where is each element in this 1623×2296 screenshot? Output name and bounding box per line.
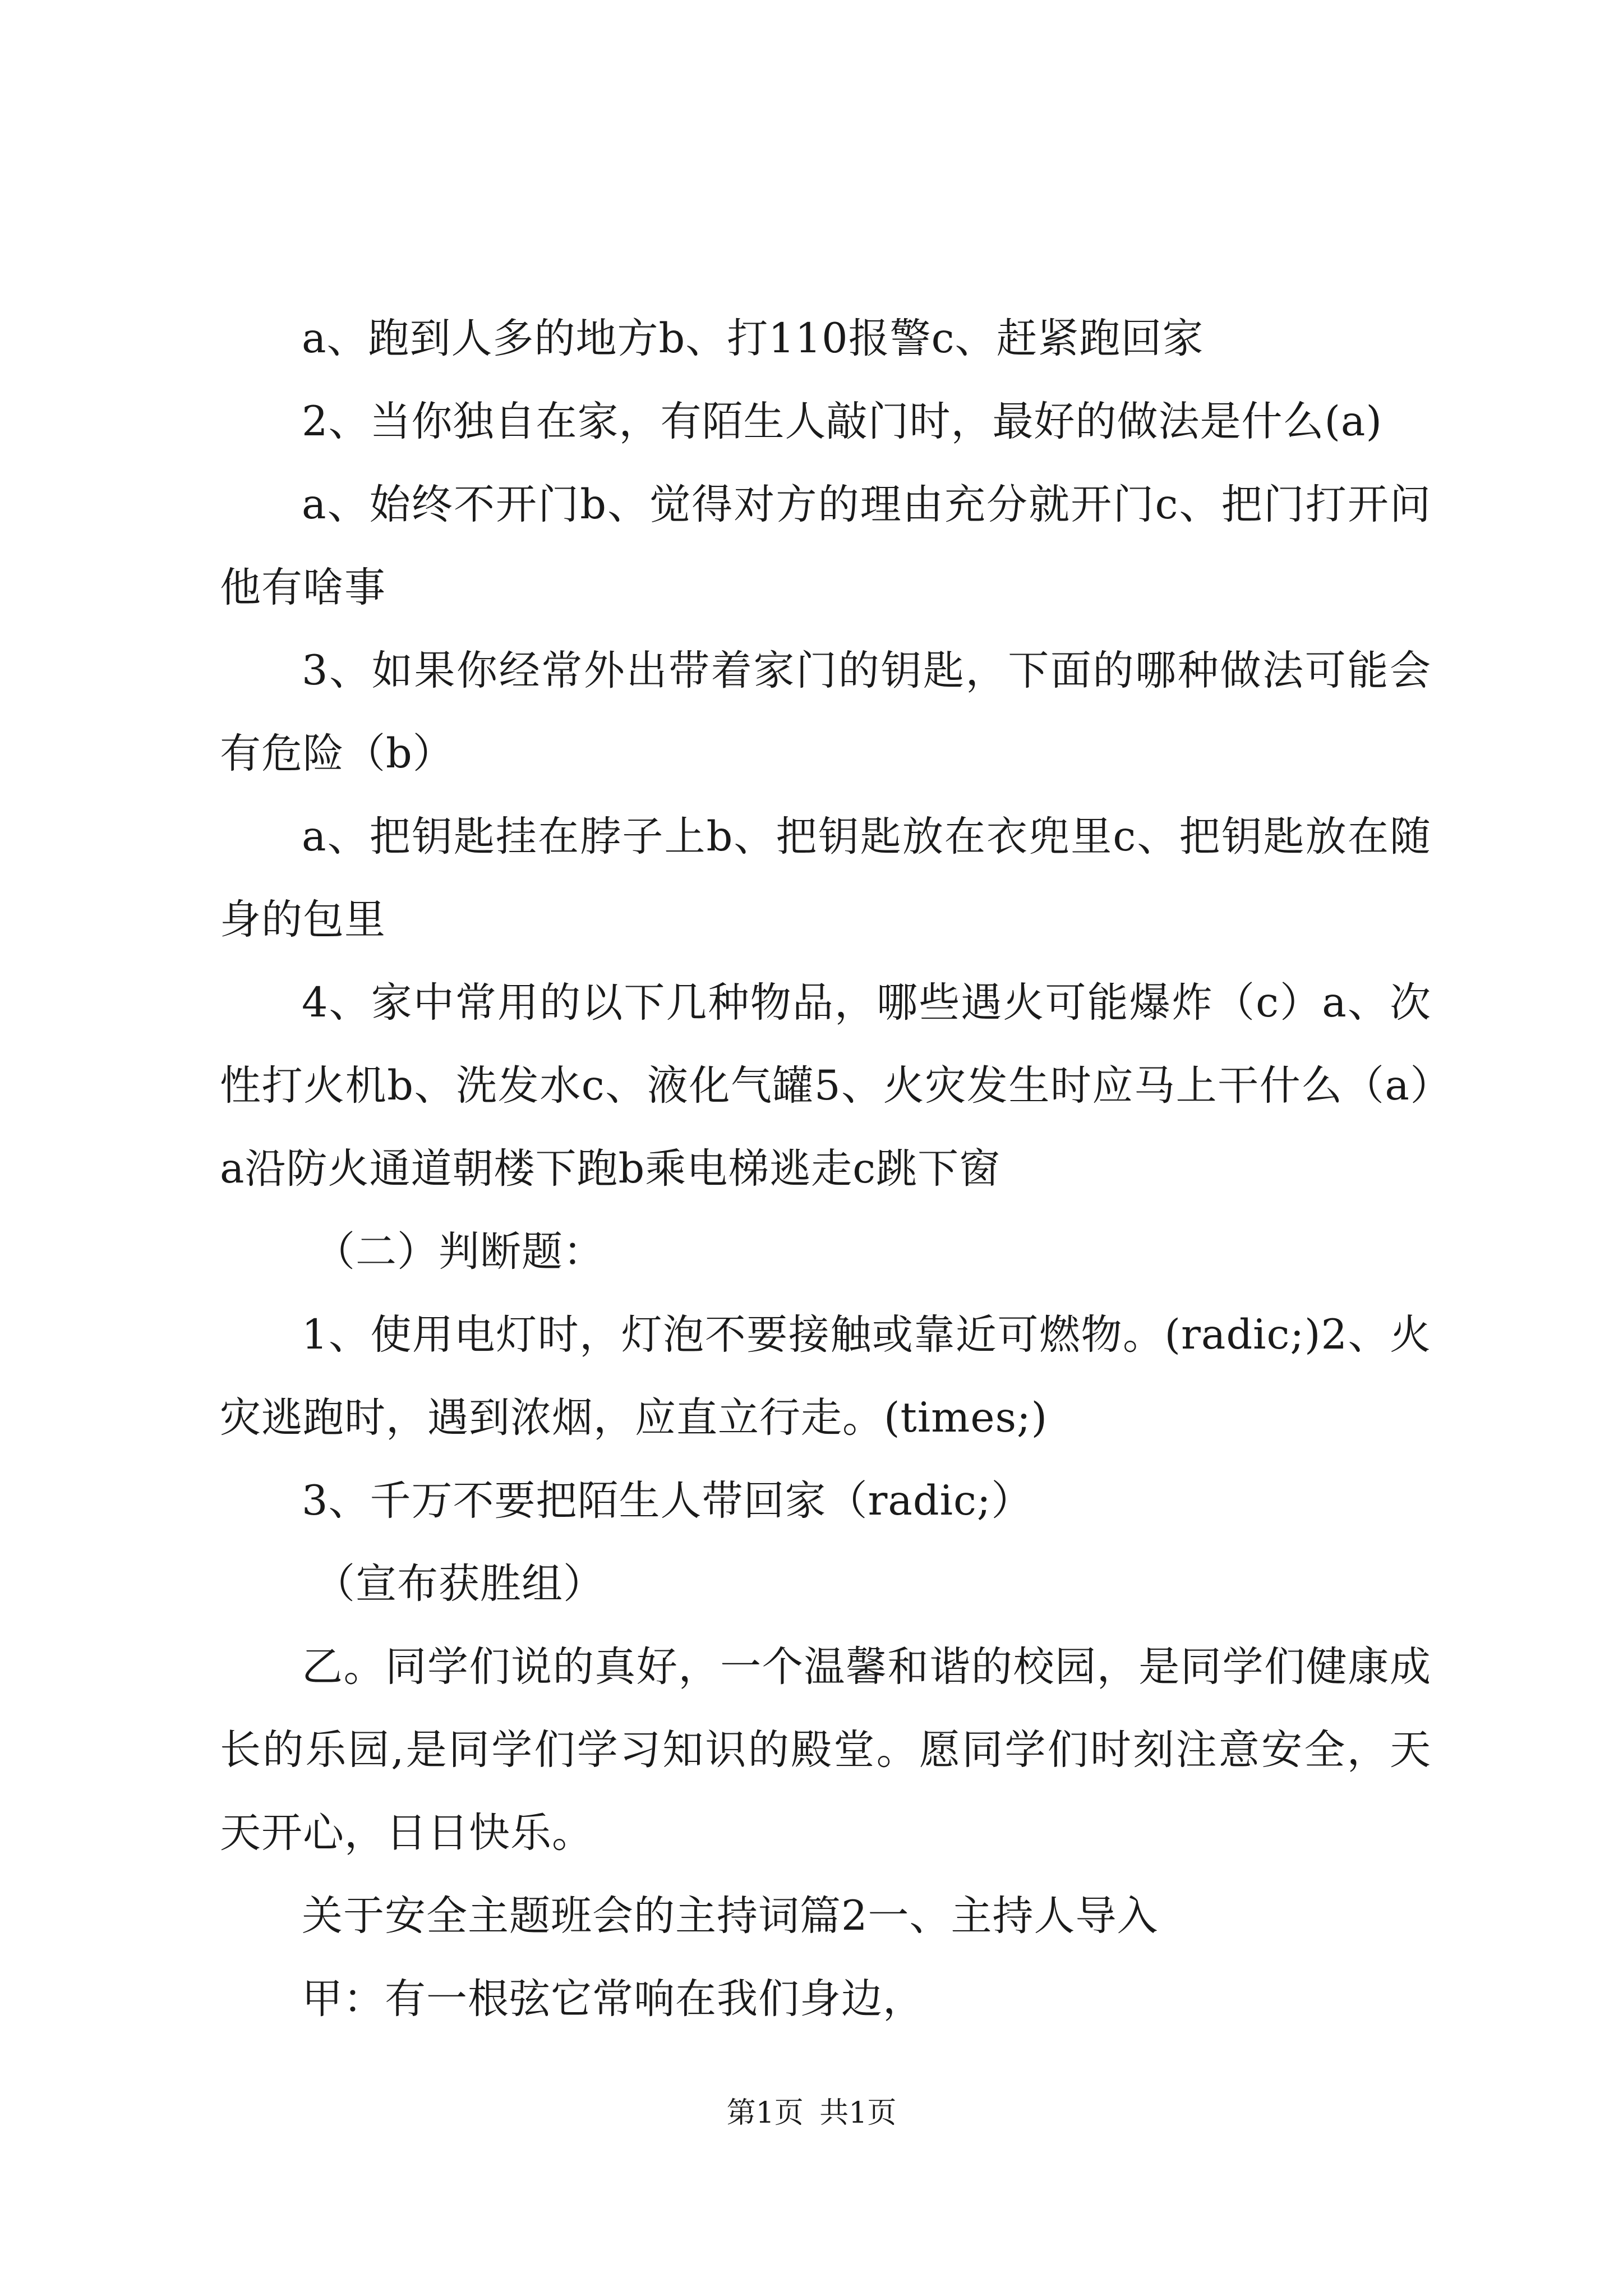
paragraph-9: （宣布获胜组） [314,1560,605,1608]
page-total: 共1页 [819,2096,897,2130]
paragraph-2: 2、当你独自在家，有陌生人敲门时，最好的做法是什么(a) [302,398,1382,445]
paragraph-6: 4、家中常用的以下几种物品，哪些遇火可能爆炸（c）a、次性打火机b、洗发水c、液化气罐5、火灾发生时应马上干什么（a）a沿防火通道朝楼下跑b乘电梯逃走c跳下窗 [220,979,1431,1193]
section-heading: （二）判断题： [314,1228,605,1276]
paragraph-4: 3、如果你经常外出带着家门的钥匙，下面的哪种做法可能会有危险（b） [220,647,1431,777]
document-body [220,297,1431,2041]
paragraph-12: 甲：有一根弦它常响在我们身边， [302,1975,924,2023]
paragraph-11: 关于安全主题班会的主持词篇2一、主持人导入 [302,1892,1159,1940]
paragraph-10: 乙。同学们说的真好，一个温馨和谐的校园，是同学们健康成长的乐园,是同学们学习知识的殿堂。愿同学们时刻注意安全，天天开心，日日快乐。 [220,1643,1431,1857]
paragraph-3: a、始终不开门b、觉得对方的理由充分就开门c、把门打开问他有啥事 [220,481,1431,611]
paragraph-1: a、跑到人多的地方b、打110报警c、赶紧跑回家 [302,315,1204,362]
paragraph-5: a、把钥匙挂在脖子上b、把钥匙放在衣兜里c、把钥匙放在随身的包里 [220,813,1431,944]
paragraph-7: 1、使用电灯时，灯泡不要接触或靠近可燃物。(radic;)2、火灾逃跑时，遇到浓烟，应直立行走。(times;) [220,1311,1431,1442]
page-footer [0,2093,1623,2133]
paragraph-8: 3、千万不要把陌生人带回家（radic;） [302,1477,1033,1525]
page-number: 第1页 [726,2096,804,2130]
